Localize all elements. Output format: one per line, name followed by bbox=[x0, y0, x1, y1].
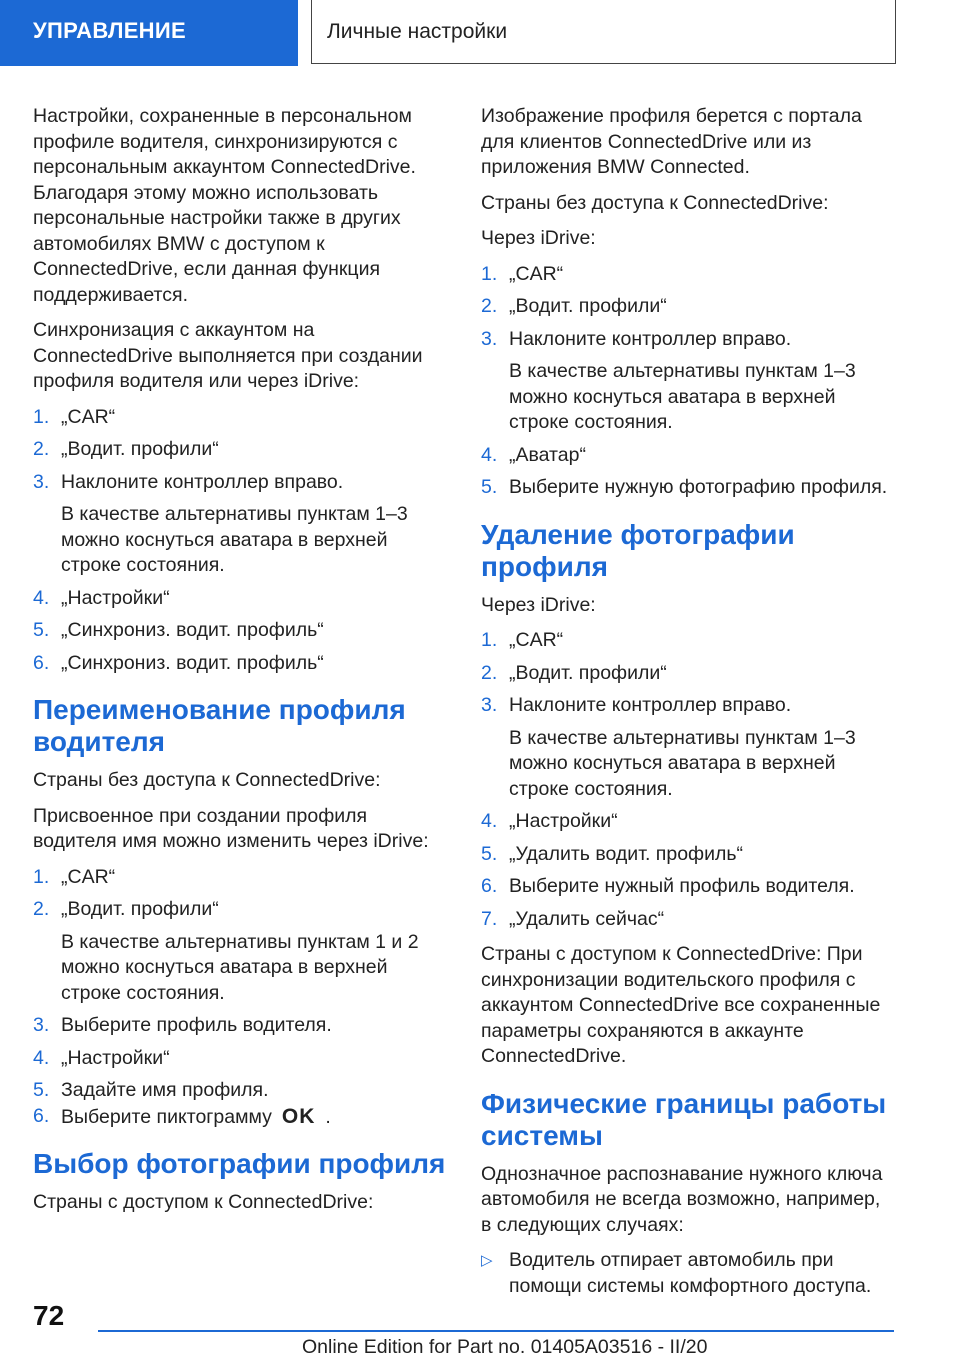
ok-icon: OK bbox=[281, 1104, 316, 1128]
step-number: 1. bbox=[481, 629, 498, 651]
section-label: УПРАВЛЕНИЕ bbox=[33, 18, 186, 43]
step-text: „Водит. профили“ bbox=[61, 898, 219, 920]
step-text: „Водит. профили“ bbox=[509, 661, 667, 684]
list-item bbox=[33, 1046, 448, 1072]
list-item bbox=[481, 327, 896, 353]
list-item bbox=[33, 618, 448, 644]
chapter-title: Личные настройки bbox=[327, 20, 508, 43]
intro-paragraph: Настройки, сохраненные в персональном профиле водителя, синхронизируются с персональным аккаунтом ConnectedDrive. Благодаря этому можно использовать персональные настройки также в других автомобилях BMW с доступом к ConnectedDrive, если данная функция поддерживается. bbox=[33, 105, 416, 306]
photo-source-paragraph: Изображение профиля берется с портала для клиентов ConnectedDrive или из приложения BMW Connected. bbox=[481, 105, 862, 178]
step-number: 3. bbox=[481, 327, 498, 350]
step-number: 1. bbox=[481, 262, 498, 285]
step-number: 6. bbox=[33, 1104, 50, 1127]
step-number: 3. bbox=[33, 470, 50, 493]
rename-profile-heading: Переименование профиля водителя bbox=[33, 694, 406, 757]
step-text: В качестве альтернативы пунктам 1–3 можно коснуться аватара в верхней строке состояния. bbox=[509, 360, 856, 433]
rename-step-6-list bbox=[33, 1104, 448, 1131]
footer-divider bbox=[98, 1330, 894, 1332]
list-item bbox=[481, 294, 896, 320]
list-item bbox=[481, 661, 896, 687]
page-number: 72 bbox=[33, 1300, 65, 1331]
delete-sync-paragraph: Страны с доступом к ConnectedDrive: При синхронизации водительского профиля с аккаунтом ConnectedDrive все сохраненные параметры сохраняются в аккаунте ConnectedDrive. bbox=[481, 943, 881, 1067]
list-item-note bbox=[33, 930, 448, 1007]
list-item bbox=[481, 628, 896, 654]
step-text: „CAR“ bbox=[509, 262, 564, 285]
step-text: „Настройки“ bbox=[61, 1046, 170, 1069]
step-number: 2. bbox=[481, 661, 498, 684]
step-text: Выберите нужную фотографию профиля. bbox=[509, 476, 888, 498]
step-text: „Настройки“ bbox=[61, 586, 170, 609]
section-tab bbox=[0, 0, 298, 66]
step-number: 4. bbox=[481, 810, 498, 832]
list-item bbox=[33, 470, 448, 496]
list-item bbox=[481, 1248, 896, 1299]
step-text: „CAR“ bbox=[509, 629, 564, 651]
step-text: „Синхрониз. водит. профиль“ bbox=[61, 651, 324, 674]
step-text: Наклоните контроллер вправо. bbox=[509, 694, 792, 716]
list-item bbox=[33, 865, 448, 891]
list-item bbox=[481, 874, 896, 900]
step-number: 1. bbox=[33, 405, 50, 428]
step-text: В качестве альтернативы пунктам 1 и 2 можно коснуться аватара в верхней строке состояния. bbox=[61, 930, 419, 1004]
step-text: Выберите пиктограмму bbox=[61, 1105, 272, 1128]
limits-bullet-list bbox=[481, 1248, 896, 1299]
system-limits-heading: Физические границы работы системы bbox=[481, 1087, 887, 1151]
step-number: 3. bbox=[33, 1014, 50, 1036]
step-text: „Удалить сейчас“ bbox=[509, 907, 665, 930]
step-text: Выберите нужный профиль водителя. bbox=[509, 875, 855, 897]
photo-steps-list bbox=[481, 262, 896, 501]
step-number: 5. bbox=[481, 842, 498, 865]
list-item bbox=[33, 1078, 448, 1104]
delete-via-idrive-paragraph: Через iDrive: bbox=[481, 593, 596, 616]
list-item bbox=[481, 809, 896, 835]
list-item bbox=[481, 842, 896, 868]
list-item bbox=[33, 897, 448, 923]
step-text: „Синхрониз. водит. профиль“ bbox=[61, 619, 324, 641]
delete-photo-heading: Удаление фотографии профиля bbox=[481, 518, 795, 582]
step-number: 1. bbox=[33, 865, 50, 888]
step-number: 6. bbox=[481, 875, 498, 897]
list-item-note bbox=[33, 502, 448, 579]
list-item-note bbox=[481, 726, 896, 803]
step-text: Задайте имя профиля. bbox=[61, 1079, 269, 1101]
right-column bbox=[481, 104, 896, 1299]
step-number: 4. bbox=[481, 443, 498, 466]
list-item bbox=[33, 1013, 448, 1039]
list-item bbox=[33, 1104, 448, 1131]
list-item bbox=[481, 443, 896, 469]
via-idrive-paragraph: Через iDrive: bbox=[481, 227, 596, 249]
select-photo-heading: Выбор фотографии профиля bbox=[33, 1148, 446, 1179]
sync-paragraph: Синхронизация с аккаунтом на ConnectedDrive выполняется при создании профиля водителя или через iDrive: bbox=[33, 319, 423, 392]
rename-countries-paragraph: Страны без доступа к ConnectedDrive: bbox=[33, 769, 381, 791]
photo-no-access-paragraph: Страны без доступа к ConnectedDrive: bbox=[481, 191, 829, 214]
step-number: 4. bbox=[33, 1046, 50, 1069]
step-text: „Водит. профили“ bbox=[61, 438, 219, 460]
step-number: 2. bbox=[33, 898, 50, 920]
list-item bbox=[481, 262, 896, 288]
bullet-text: Водитель отпирает автомобиль при помощи системы комфортного доступа. bbox=[509, 1249, 872, 1297]
step-text-end: . bbox=[325, 1105, 331, 1128]
list-item bbox=[33, 586, 448, 612]
step-text: В качестве альтернативы пунктам 1–3 можно коснуться аватара в верхней строке состояния. bbox=[509, 726, 856, 800]
step-text: Выберите профиль водителя. bbox=[61, 1014, 332, 1036]
list-item-note bbox=[481, 359, 896, 436]
step-text: „Настройки“ bbox=[509, 810, 618, 832]
step-text: В качестве альтернативы пунктам 1–3 можно коснуться аватара в верхней строке состояния. bbox=[61, 503, 408, 576]
list-item bbox=[481, 693, 896, 719]
step-text: „Удалить водит. профиль“ bbox=[509, 842, 744, 865]
chapter-title-box bbox=[311, 0, 896, 64]
step-number: 2. bbox=[33, 438, 50, 460]
step-text: „Водит. профили“ bbox=[509, 295, 667, 317]
list-item bbox=[481, 475, 896, 501]
step-number: 3. bbox=[481, 694, 498, 716]
step-number: 7. bbox=[481, 907, 498, 930]
list-item bbox=[481, 907, 896, 933]
page-header bbox=[0, 0, 960, 66]
list-item bbox=[33, 405, 448, 431]
sync-steps-list bbox=[33, 405, 448, 677]
edition-footer: Online Edition for Part no. 01405A03516 - II/20 bbox=[302, 1336, 708, 1358]
triangle-bullet-icon: ▷ bbox=[481, 1252, 493, 1269]
left-column bbox=[33, 104, 448, 1226]
photo-countries-paragraph: Страны с доступом к ConnectedDrive: bbox=[33, 1191, 374, 1213]
step-text: Наклоните контроллер вправо. bbox=[61, 470, 344, 493]
step-number: 5. bbox=[481, 476, 498, 498]
step-text: „CAR“ bbox=[61, 865, 116, 888]
step-number: 4. bbox=[33, 586, 50, 609]
step-text: „Аватар“ bbox=[509, 443, 586, 466]
step-number: 6. bbox=[33, 651, 50, 674]
list-item bbox=[33, 651, 448, 677]
list-item bbox=[33, 437, 448, 463]
step-text: „CAR“ bbox=[61, 405, 116, 428]
step-number: 2. bbox=[481, 295, 498, 317]
step-number: 5. bbox=[33, 1079, 50, 1101]
delete-steps-list bbox=[481, 628, 896, 932]
rename-steps-list bbox=[33, 865, 448, 1104]
limits-paragraph: Однозначное распознавание нужного ключа автомобиля не всегда возможно, например, в следующих случаях: bbox=[481, 1162, 883, 1236]
step-text: Наклоните контроллер вправо. bbox=[509, 327, 792, 350]
step-number: 5. bbox=[33, 619, 50, 641]
rename-intro-paragraph: Присвоенное при создании профиля водителя имя можно изменить через iDrive: bbox=[33, 804, 429, 852]
